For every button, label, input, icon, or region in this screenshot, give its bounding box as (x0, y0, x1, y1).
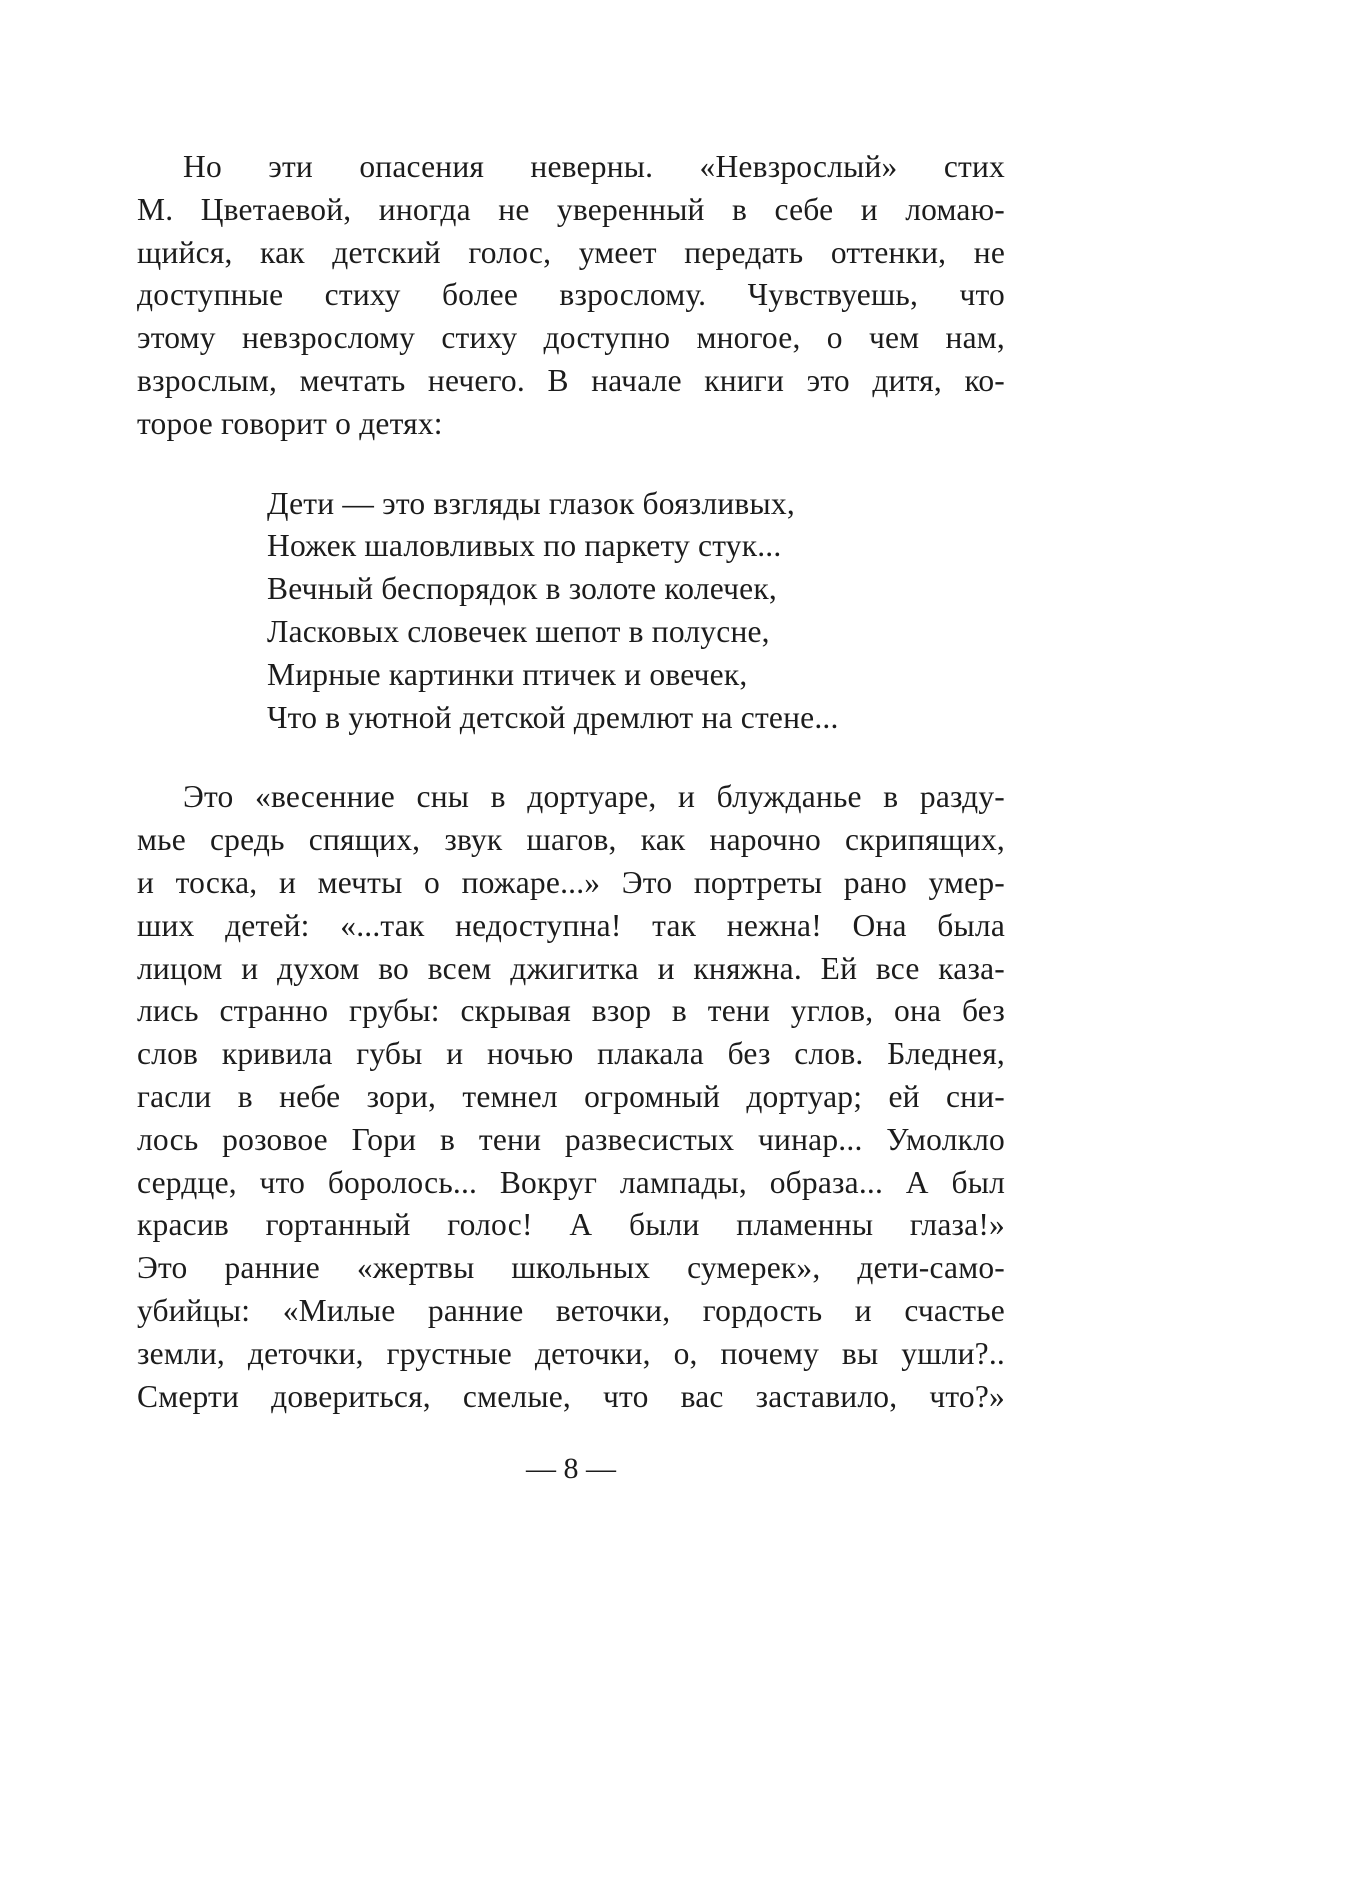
text-line: этому невзрослому стиху доступно многое, о чем нам, (137, 320, 1005, 356)
text-line: Ножек шаловливых по паркету стук... (267, 528, 782, 564)
text-line: Вечный беспорядок в золоте колечек, (267, 571, 777, 607)
text-line: лицом и духом во всем джигитка и княжна. Ей все каза- (137, 950, 1005, 986)
text-line: убийцы: «Милые ранние веточки, гордость и счастье (137, 1292, 1005, 1328)
text-line: лись странно грубы: скрывая взор в тени углов, она без (137, 993, 1005, 1029)
text-line: Но эти опасения неверны. «Невзрослый» стих (183, 149, 1005, 184)
text-line: М. Цветаевой, иногда не уверенный в себе и ломаю- (137, 191, 1005, 227)
text-line: ших детей: «...так недоступна! так нежна! Она была (137, 907, 1005, 943)
text-line: Дети — это взгляды глазок боязливых, (267, 485, 795, 521)
text-line: и тоска, и мечты о пожаре...» Это портреты рано умер- (137, 864, 1005, 900)
prose-paragraph (137, 146, 1005, 446)
text-line: слов кривила губы и ночью плакала без слов. Бледнея, (137, 1036, 1005, 1072)
text-line: щийся, как детский голос, умеет передать оттенки, не (137, 234, 1005, 270)
text-line: доступные стиху более взрослому. Чувствуешь, что (137, 277, 1005, 313)
text-line: Ласковых словечек шепот в полусне, (267, 613, 770, 649)
text-line: Что в уютной детской дремлют на стене... (267, 699, 839, 735)
text-line: торое говорит о детях: (137, 405, 443, 441)
text-line: сердце, что боролось... Вокруг лампады, образа... А был (137, 1164, 1005, 1200)
text-line: лось розовое Гори в тени развесистых чинар... Умолкло (137, 1121, 1005, 1157)
verse-block (267, 483, 1005, 740)
page-number: — 8 — (526, 1452, 616, 1485)
text-line: Смерти довериться, смелые, что вас заставило, что?» (137, 1378, 1005, 1414)
text-block (137, 146, 1005, 1418)
text-line: взрослым, мечтать нечего. В начале книги это дитя, ко- (137, 362, 1005, 398)
text-line: гасли в небе зори, темнел огромный дортуар; ей сни- (137, 1078, 1005, 1114)
text-line: Это «весенние сны в дортуаре, и блужданье в разду- (183, 779, 1005, 815)
text-line: земли, деточки, грустные деточки, о, почему вы ушли?.. (137, 1335, 1005, 1371)
text-line: Мирные картинки птичек и овечек, (267, 656, 748, 692)
text-line: мье средь спящих, звук шагов, как нарочно скрипящих, (137, 822, 1005, 858)
text-line: Это ранние «жертвы школьных сумерек», дети-само- (137, 1250, 1005, 1286)
prose-paragraph (137, 776, 1005, 1418)
text-line: красив гортанный голос! А были пламенны глаза!» (137, 1207, 1005, 1243)
